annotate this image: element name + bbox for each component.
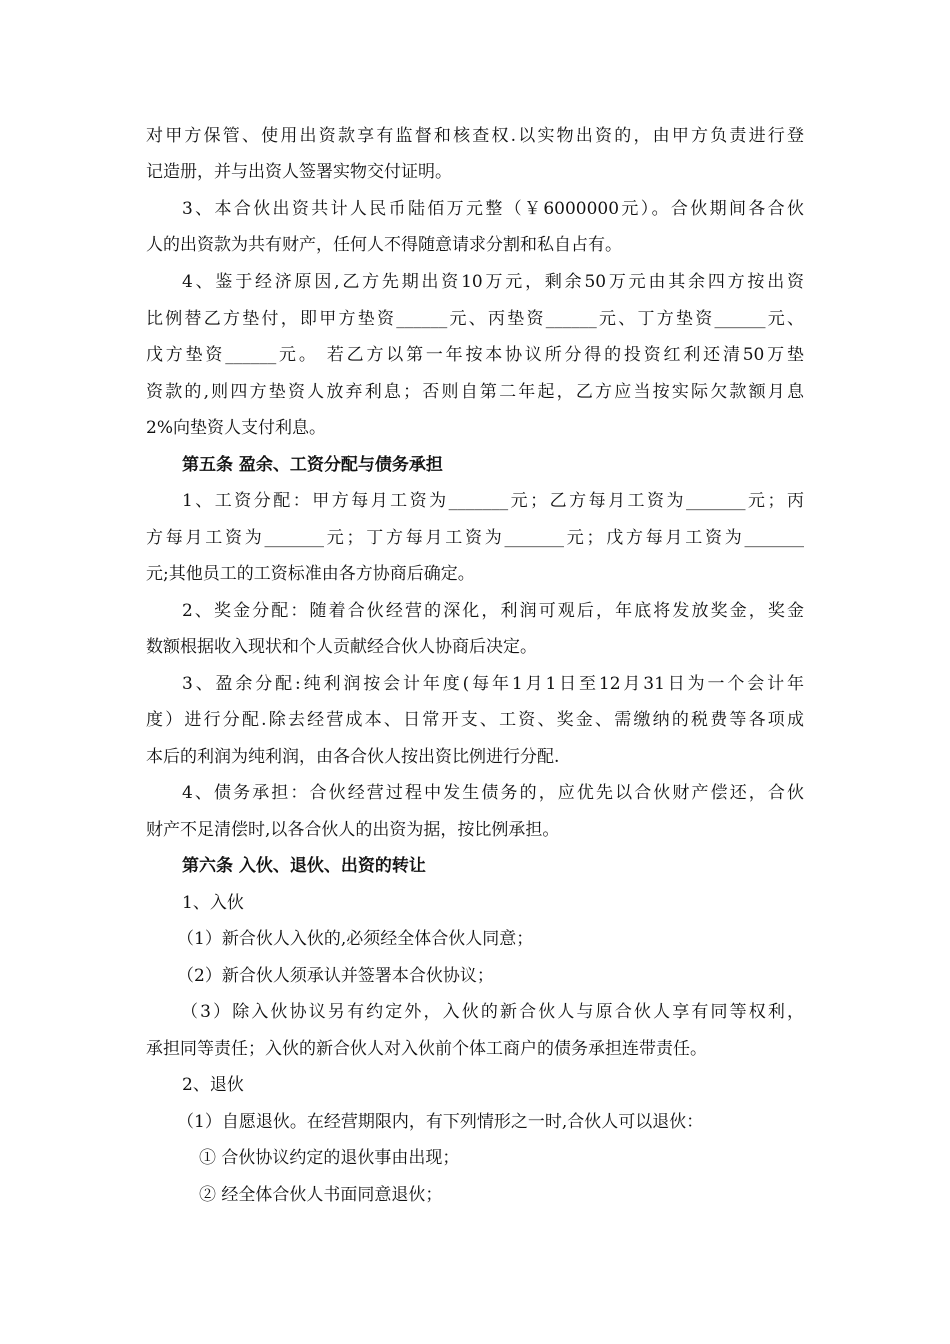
paragraph-line: 3、盈余分配:纯利润按会计年度(每年1月1日至12月31日为一个会计年 — [182, 674, 804, 694]
paragraph-line: 4、鉴于经济原因,乙方先期出资10万元，剩余50万元由其余四方按出资 — [182, 272, 804, 292]
paragraph-line: 方每月工资为_______元；丁方每月工资为_______元；戊方每月工资为_______ — [146, 528, 804, 548]
paragraph-line: 人的出资款为共有财产，任何人不得随意请求分割和私自占有。 — [146, 235, 622, 255]
list-item: （3）除入伙协议另有约定外，入伙的新合伙人与原合伙人享有同等权利， — [181, 1002, 804, 1022]
list-item: （1）新合伙人入伙的,必须经全体合伙人同意； — [177, 929, 534, 949]
section-heading: 第五条 盈余、工资分配与债务承担 — [182, 455, 443, 475]
paragraph-line: 对甲方保管、使用出资款享有监督和核查权.以实物出资的，由甲方负责进行登 — [146, 126, 804, 146]
subsection-label: 2、退伙 — [182, 1075, 244, 1095]
paragraph-line: 1、工资分配：甲方每月工资为_______元；乙方每月工资为_______元；丙 — [182, 491, 804, 511]
paragraph-line: 数额根据收入现状和个人贡献经合伙人协商后决定。 — [146, 637, 537, 657]
list-item: ① 合伙协议约定的退伙事由出现； — [199, 1148, 460, 1168]
list-item: （2）新合伙人须承认并签署本合伙协议； — [177, 966, 494, 986]
paragraph-line: 财产不足清偿时,以各合伙人的出资为据，按比例承担。 — [146, 820, 560, 840]
section-heading: 第六条 入伙、退伙、出资的转让 — [182, 856, 426, 876]
list-item: ② 经全体合伙人书面同意退伙； — [199, 1185, 443, 1205]
paragraph-line: 2、奖金分配：随着合伙经营的深化，利润可观后，年底将发放奖金，奖金 — [182, 601, 804, 621]
paragraph-line: 比例替乙方垫付，即甲方垫资______元、丙垫资______元、丁方垫资______元、 — [146, 309, 804, 329]
paragraph-line: 资款的,则四方垫资人放弃利息；否则自第二年起，乙方应当按实际欠款额月息 — [146, 382, 804, 402]
paragraph-line: 4、债务承担：合伙经营过程中发生债务的，应优先以合伙财产偿还，合伙 — [182, 783, 804, 803]
paragraph-line: 承担同等责任；入伙的新合伙人对入伙前个体工商户的债务承担连带责任。 — [146, 1039, 707, 1059]
paragraph-line: 3、本合伙出资共计人民币陆佰万元整（￥6000000元）。合伙期间各合伙 — [182, 199, 804, 219]
list-item: （1）自愿退伙。在经营期限内，有下列情形之一时,合伙人可以退伙： — [177, 1112, 704, 1132]
paragraph-line: 2%向垫资人支付利息。 — [146, 418, 326, 438]
paragraph-line: 本后的利润为纯利润，由各合伙人按出资比例进行分配. — [146, 747, 560, 767]
subsection-label: 1、入伙 — [182, 893, 244, 913]
paragraph-line: 记造册，并与出资人签署实物交付证明。 — [146, 162, 452, 182]
paragraph-line: 戊方垫资______元。 若乙方以第一年按本协议所分得的投资红利还清50万垫 — [146, 345, 804, 365]
paragraph-line: 度）进行分配.除去经营成本、日常开支、工资、奖金、需缴纳的税费等各项成 — [146, 710, 804, 730]
paragraph-line: 元;其他员工的工资标准由各方协商后确定。 — [146, 564, 475, 584]
